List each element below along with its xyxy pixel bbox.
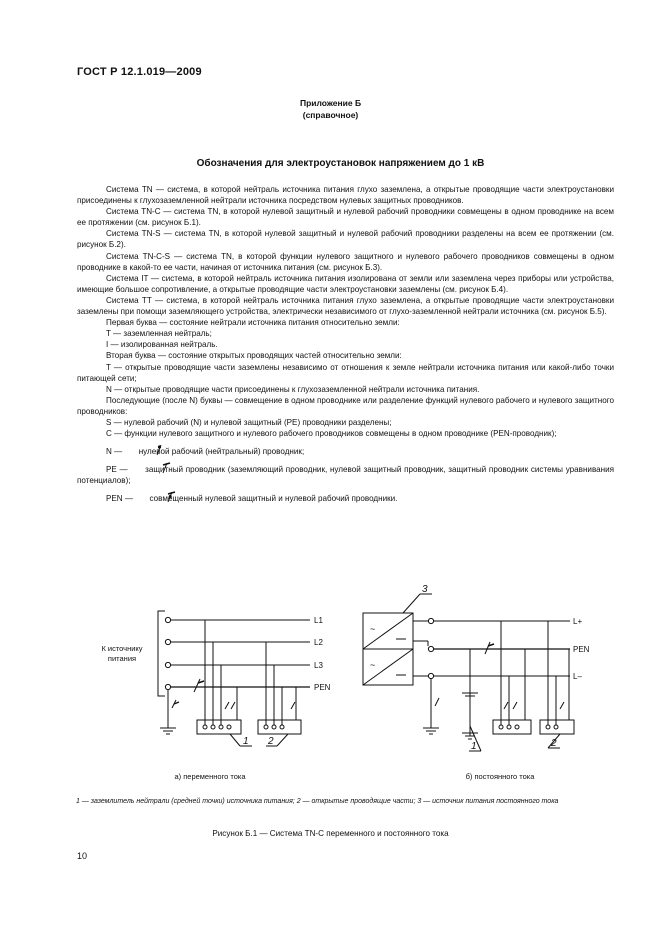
dc-terminal-plus xyxy=(428,618,433,623)
dc-label-plus: L+ xyxy=(573,617,583,626)
figure-caption: Рисунок Б.1 — Система TN-C переменного и постоянного тока xyxy=(212,829,449,838)
ac-load-2-terminal-3 xyxy=(280,725,284,729)
pen-tag-mark xyxy=(194,679,200,692)
ac-load-2-terminal-1 xyxy=(264,725,268,729)
source-label-line-1: К источнику xyxy=(101,644,143,653)
source-bracket xyxy=(158,611,165,696)
dc-caption: б) постоянного тока xyxy=(465,772,535,781)
dc-callout-3: 3 xyxy=(422,584,428,595)
ac-load-1-terminal-2 xyxy=(211,725,215,729)
legend-pen-text: совмещенный нулевой защитный и нулевой рабочий проводники. xyxy=(149,494,398,504)
ac-load-2-terminal-2 xyxy=(272,725,276,729)
dc-load-1-terminal-2 xyxy=(507,725,511,729)
paragraph-tt: Система TT — система, в которой нейтраль источника питания глухо заземлена, а открытые проводящие части электроустановки заземлены при помощи заземляющего устройства, электрически независимого от глухо-заземленной нейтрали источника (см. рисунок Б.5). xyxy=(77,295,614,317)
document-id: ГОСТ Р 12.1.019—2009 xyxy=(77,66,202,78)
ac-load-1-terminal-3 xyxy=(219,725,223,729)
appendix-title: Приложение Б xyxy=(299,98,362,108)
dc-terminal-pen xyxy=(428,646,433,651)
label-l1: L1 xyxy=(314,616,323,625)
ac-load-1-terminal-1 xyxy=(203,725,207,729)
ac-load-1-tag-1 xyxy=(225,702,229,709)
ac-load-1-tag-2 xyxy=(231,702,235,709)
label-pen: PEN xyxy=(314,683,331,692)
legend-pe-prefix: PE — xyxy=(106,465,128,475)
page-number: 10 xyxy=(77,851,88,861)
legend-n xyxy=(77,444,614,457)
dc-load-2-terminal-2 xyxy=(554,725,558,729)
dc-load-1-tag-1 xyxy=(504,702,508,709)
paragraph-tn-c-s: Система TN-C-S — система TN, в которой функции нулевого защитного и нулевого рабочего проводников совмещены в одном проводнике в какой-то ее части, начиная от источника питания (см. рисунок Б.3). xyxy=(77,251,614,272)
dc-system-diagram xyxy=(363,584,590,781)
ac-callout-2: 2 xyxy=(268,736,274,747)
appendix-type: (справочное) xyxy=(302,110,359,120)
ac-caption: а) переменного тока xyxy=(174,772,246,781)
legend-pe-text: защитный проводник (заземляющий проводник, нулевой защитный проводник, защитный проводник системы уравнивания потенциалов); xyxy=(77,465,615,486)
dc-load-1-terminal-1 xyxy=(499,725,503,729)
dc-load-1-terminal-3 xyxy=(515,725,519,729)
paragraph-c: C — функции нулевого защитного и нулевого рабочего проводников совмещены в одном проводнике (PEN-проводник); xyxy=(106,429,557,439)
dc-load-2-terminal-1 xyxy=(546,725,550,729)
dc-load-1-tag-2 xyxy=(513,702,517,709)
legend-n-text: нулевой рабочий (нейтральный) проводник; xyxy=(138,447,305,457)
ac-callout-1-leader xyxy=(230,734,240,746)
paragraph-tn-s: Система TN-S — система TN, в которой нулевой защитный и нулевой рабочий проводники разделены на всем ее протяжении (см. рисунок Б.2). xyxy=(77,229,614,250)
source-label-line-2: питания xyxy=(107,654,137,663)
body-text xyxy=(77,184,614,505)
terminal-l2 xyxy=(165,639,170,644)
dc-earth-tag xyxy=(435,698,439,706)
figure-note: 1 — заземлитель нейтрали (средней точки) источника питания; 2 — открытые проводящие части; 3 — источник питания постоянного тока xyxy=(76,798,559,805)
ac-load-1-terminal-4 xyxy=(227,725,231,729)
paragraph-second-letter: Вторая буква — состояние открытых проводящих частей относительно земли: xyxy=(106,351,402,361)
dc-source-ac-symbol-1: ~ xyxy=(370,624,376,634)
paragraph-tn-c: Система TN-C — система TN, в которой нулевой защитный и нулевой рабочий проводники совмещены в одном проводнике на всем ее протяжении (см. рисунок Б.1). xyxy=(77,207,614,228)
terminal-l1 xyxy=(165,617,170,622)
dc-label-pen: PEN xyxy=(573,645,590,654)
paragraph-first-t: T — заземленная нейтраль; xyxy=(106,329,212,339)
ac-load-2-tag xyxy=(291,702,295,709)
section-title: Обозначения для электроустановок напряжением до 1 кВ xyxy=(196,158,485,169)
ac-system-diagram xyxy=(101,611,330,781)
legend-pe xyxy=(77,462,614,486)
label-l2: L2 xyxy=(314,638,323,647)
label-l3: L3 xyxy=(314,661,323,670)
pen-conductor-symbol-icon xyxy=(135,491,147,502)
neutral-conductor-symbol-icon xyxy=(124,444,136,455)
dc-source-ac-symbol-2: ~ xyxy=(370,660,376,670)
ac-callout-1: 1 xyxy=(243,736,249,747)
paragraph-following-letters: Последующие (после N) буквы — совмещение в одном проводнике или разделение функций нулевого рабочего и нулевого защитного проводников: xyxy=(77,395,614,416)
paragraph-first-letter: Первая буква — состояние нейтрали источника питания относительно земли: xyxy=(106,318,400,328)
legend-n-prefix: N — xyxy=(106,447,123,457)
ac-callout-2-leader xyxy=(277,734,288,746)
paragraph-second-n: N — открытые проводящие части присоединены к глухозаземленной нейтрали источника питания. xyxy=(106,384,480,394)
dc-label-minus: L– xyxy=(573,672,582,681)
terminal-pen xyxy=(165,684,170,689)
dc-terminal-minus xyxy=(428,673,433,678)
legend-pen xyxy=(77,491,614,504)
dc-callout-3-leader xyxy=(403,594,420,613)
paragraph-second-t: T — открытые проводящие части заземлены независимо от отношения к земле нейтрали источника питания или какой-либо точки питающей сети; xyxy=(77,362,614,383)
dc-load-2-tag xyxy=(560,702,564,709)
paragraph-first-i: I — изолированная нейтраль. xyxy=(106,340,218,350)
paragraph-it: Система IT — система, в которой нейтраль источника питания изолирована от земли или заземлена через приборы или устройства, имеющие большое сопротивление, а открытые проводящие части электроустановки заземлены (см. рисунок Б.4). xyxy=(77,273,614,294)
terminal-l3 xyxy=(165,662,170,667)
dc-callout-2: 2 xyxy=(551,738,557,749)
legend-pen-prefix: PEN — xyxy=(106,494,133,504)
dc-pen-tag xyxy=(485,642,490,654)
paragraph-tn: Система TN — система, в которой нейтраль источника питания глухо заземлена, а открытые проводящие части электроустановки присоединены к глухозаземленной нейтрали источника посредством нулевых защитных проводников. xyxy=(77,185,614,206)
tn-c-system-diagram xyxy=(70,576,610,786)
paragraph-s: S — нулевой рабочий (N) и нулевой защитный (PE) проводники разделены; xyxy=(106,417,392,427)
protective-conductor-symbol-icon xyxy=(130,462,142,473)
dc-callout-1: 1 xyxy=(471,741,477,752)
